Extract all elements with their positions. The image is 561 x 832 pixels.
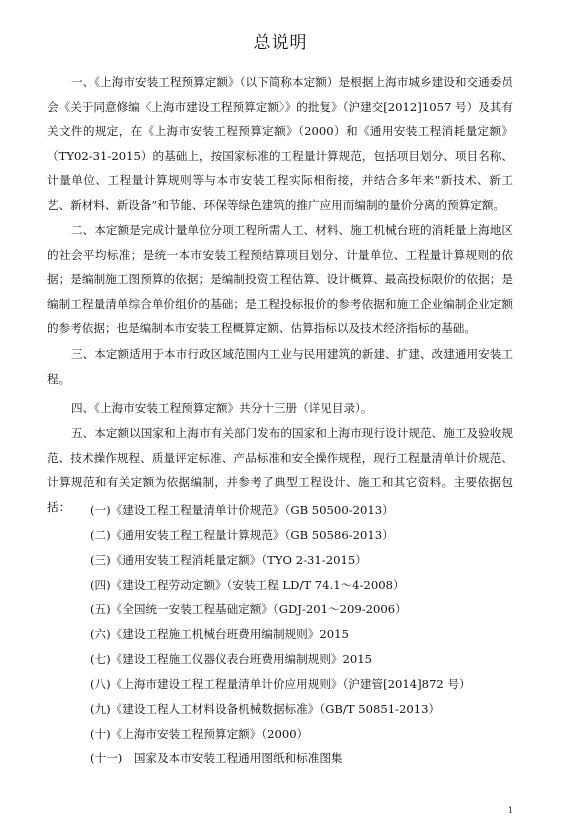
list-item: (二)《通用安装工程工程量计算规范》（GB 50586-2013） bbox=[90, 528, 394, 542]
list-item: (一)《建设工程工程量清单计价规范》（GB 50500-2013） bbox=[90, 503, 394, 517]
list-item: (七)《建设工程施工仪器仪表台班费用编制规则》2015 bbox=[90, 652, 373, 666]
list-item: (八)《上海市建设工程工程量清单计价应用规则》（沪建管[2014]872 号） bbox=[90, 677, 471, 691]
list-item: (四)《建设工程劳动定额》（安装工程 LD/T 74.1～4-2008） bbox=[90, 578, 405, 592]
list-item: (九)《建设工程人工材料设备机械数据标准》（GB/T 50851-2013） bbox=[90, 702, 441, 716]
list-item: (三)《通用安装工程消耗量定额》（TYO 2-31-2015） bbox=[90, 553, 367, 567]
paragraph-2: 二、本定额是完成计量单位分项工程所需人工、材料、施工机械台班的消耗量上海地区的社会平均标准；是统一本市安装工程预结算项目划分、计量单位、工程量计算规则的依据；是编制施工图预算的依据；是编制投资工程估算、设计概算、最高投标限价的依据；是编制工程量清单综合单价组价的基础；是工程投标报价的参考依据和施工企业编制企业定额的参考依据；也是编制本市安装工程概算定额、估算指标以及技术经济指标的基础。 bbox=[47, 223, 513, 336]
paragraph-1: 一、《上海市安装工程预算定额》（以下简称本定额）是根据上海市城乡建设和交通委员会《关于同意修编〈上海市建设工程预算定额〉》的批复》（沪建交[2012]1057 号）及其有关文件的规定，在《上海市安装工程预算定额》（2000）和《通用安装工程消耗量定额》（TY02-31-2015）的基础上，按国家标准的工程量计算规范，包括项目划分、项目名称、计量单位、工程量计算规则等与本市安装工程实际相衔接，并结合多年来“新技术、新工艺、新材料、新设备”和节能、环保等绿色建筑的推广应用而编制的量价分离的预算定额。 bbox=[47, 75, 513, 212]
list-item: (五)《全国统一安装工程基础定额》（GDJ-201～209-2006） bbox=[90, 602, 407, 616]
paragraph-5: 五、本定额以国家和上海市有关部门发布的国家和上海市现行设计规范、施工及验收规范、技术操作规程、质量评定标准、产品标准和安全操作规程，现行工程量清单计价规范、计算规范和有关定额为依据编制，并参考了典型工程设计、施工和其它资料。主要依据包括： bbox=[47, 426, 513, 514]
paragraph-4: 四、《上海市安装工程预算定额》共分十三册（详见目录）。 bbox=[71, 401, 373, 415]
page-number: 1 bbox=[508, 806, 514, 815]
list-item: (十一) 国家及本市安装工程通用图纸和标准图集 bbox=[90, 751, 343, 765]
page-title: 总说明 bbox=[253, 33, 308, 53]
list-item: (十)《上海市安装工程预算定额》（2000） bbox=[90, 727, 309, 741]
paragraph-3: 三、本定额适用于本市行政区域范围内工业与民用建筑的新建、扩建、改建通用安装工程。 bbox=[47, 347, 513, 386]
list-item: (六)《建设工程施工机械台班费用编制规则》2015 bbox=[90, 627, 349, 641]
